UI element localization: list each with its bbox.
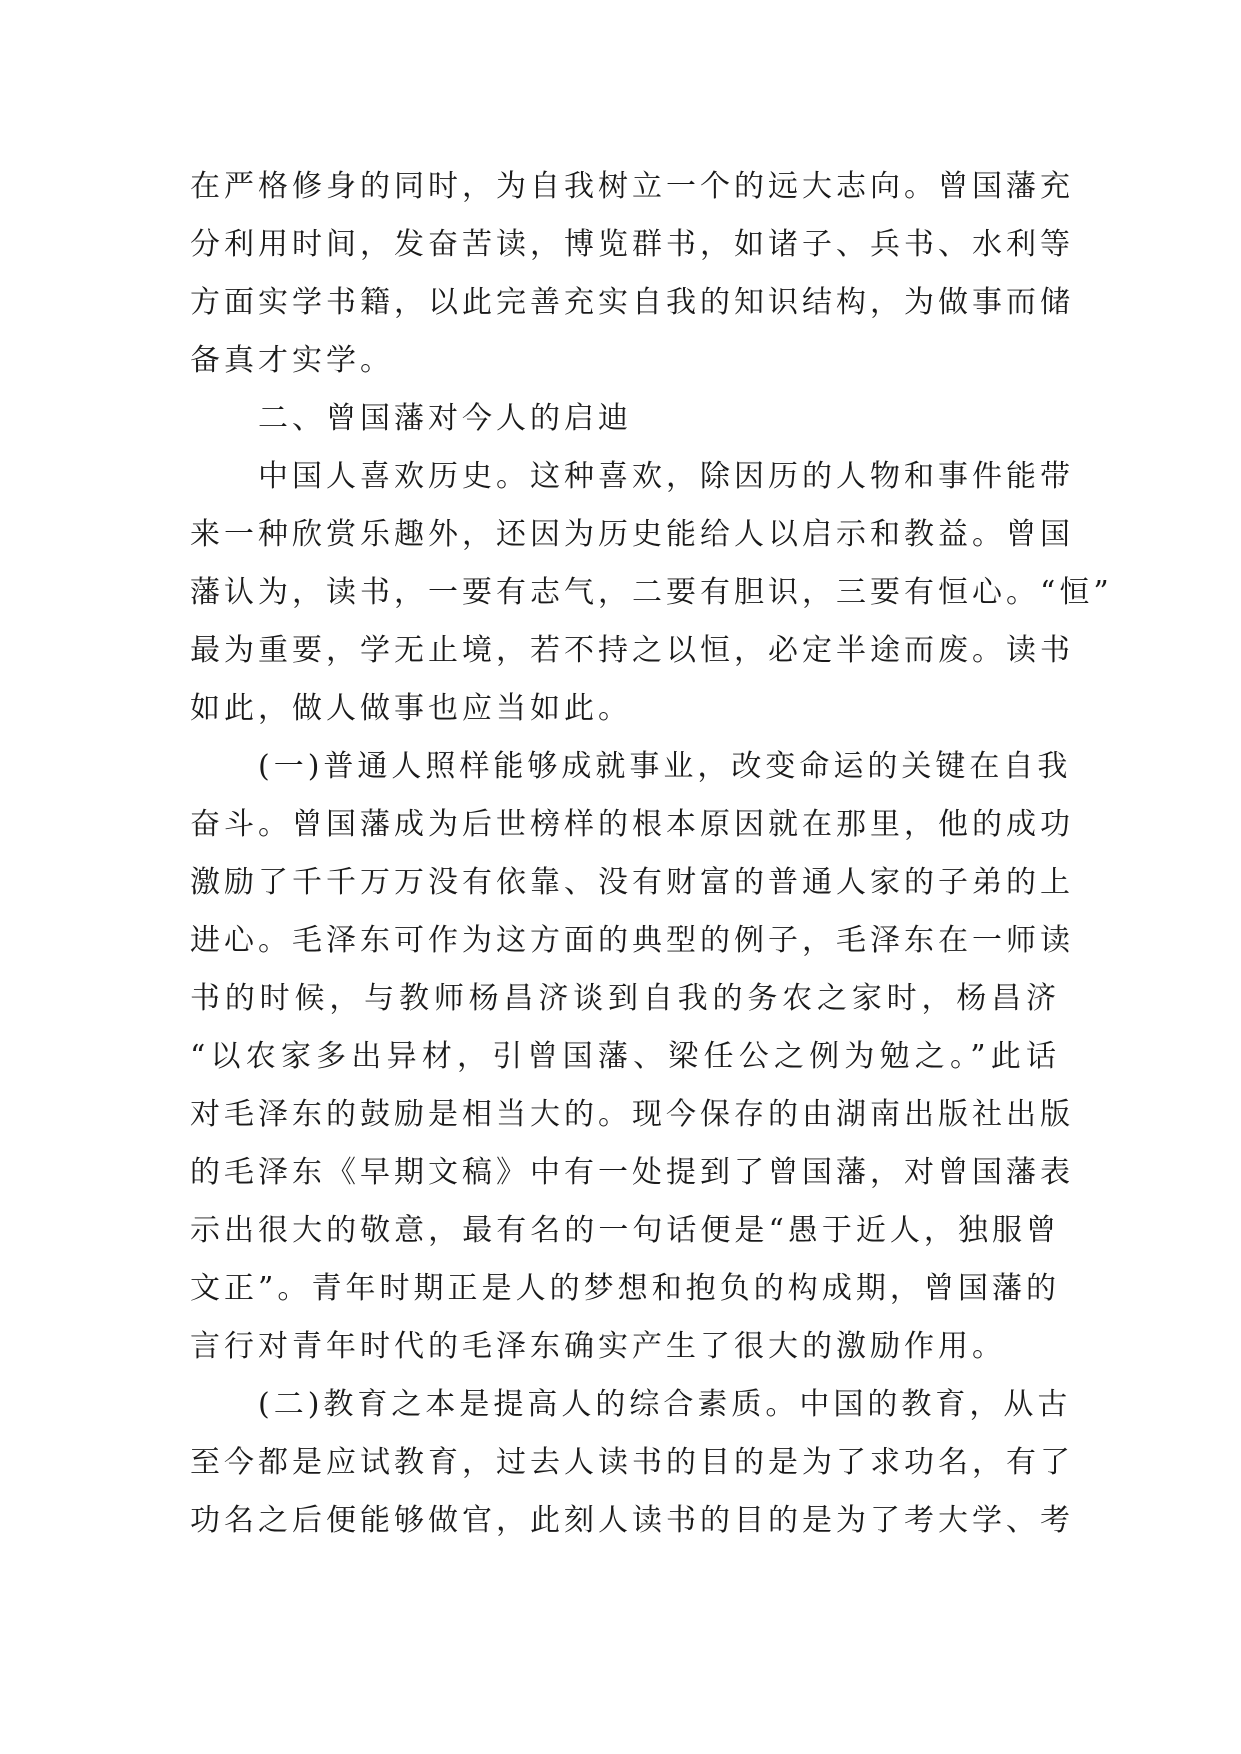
text-line: 来一种欣赏乐趣外，还因为历史能给人以启示和教益。曾国: [190, 517, 1074, 552]
text-line: 书的时候，与教师杨昌济谈到自我的务农之家时，杨昌济: [190, 981, 1060, 1016]
text-line: (二)教育之本是提高人的综合素质。中国的教育，从古: [258, 1387, 1072, 1422]
text-line: 分利用时间，发奋苦读，博览群书，如诸子、兵书、水利等: [190, 227, 1074, 262]
text-line: 至今都是应试教育，过去人读书的目的是为了求功名，有了: [190, 1445, 1074, 1480]
text-line: 备真才实学。: [190, 343, 394, 378]
text-line: 藩认为，读书，一要有志气，二要有胆识，三要有恒心。“恒”: [190, 575, 1113, 610]
text-line: 激励了千千万万没有依靠、没有财富的普通人家的子弟的上: [190, 865, 1074, 900]
text-line: 奋斗。曾国藩成为后世榜样的根本原因就在那里，他的成功: [190, 807, 1074, 842]
text-line: 示出很大的敬意，最有名的一句话便是“愚于近人，独服曾: [190, 1213, 1060, 1248]
text-line: (一)普通人照样能够成就事业，改变命运的关键在自我: [258, 749, 1072, 784]
text-line: 对毛泽东的鼓励是相当大的。现今保存的由湖南出版社出版: [190, 1097, 1074, 1132]
text-line: 中国人喜欢历史。这种喜欢，除因历的人物和事件能带: [258, 459, 1074, 494]
text-line: 功名之后便能够做官，此刻人读书的目的是为了考大学、考: [190, 1503, 1074, 1538]
body-text: [190, 158, 1113, 1550]
text-line: 的毛泽东《早期文稿》中有一处提到了曾国藩，对曾国藩表: [190, 1155, 1074, 1190]
text-line: 文正”。青年时期正是人的梦想和抱负的构成期，曾国藩的: [190, 1271, 1060, 1306]
text-line: 如此，做人做事也应当如此。: [190, 691, 632, 726]
text-line: 进心。毛泽东可作为这方面的典型的例子，毛泽东在一师读: [190, 923, 1074, 958]
text-line: 言行对青年时代的毛泽东确实产生了很大的激励作用。: [190, 1329, 1006, 1364]
text-line: 二、曾国藩对今人的启迪: [258, 401, 632, 436]
text-line: 方面实学书籍，以此完善充实自我的知识结构，为做事而储: [190, 285, 1074, 320]
text-line: 最为重要，学无止境，若不持之以恒，必定半途而废。读书: [190, 633, 1074, 668]
text-line: 在严格修身的同时，为自我树立一个的远大志向。曾国藩充: [190, 169, 1074, 204]
text-line: “以农家多出异材，引曾国藩、梁任公之例为勉之。”此话: [190, 1039, 1060, 1074]
